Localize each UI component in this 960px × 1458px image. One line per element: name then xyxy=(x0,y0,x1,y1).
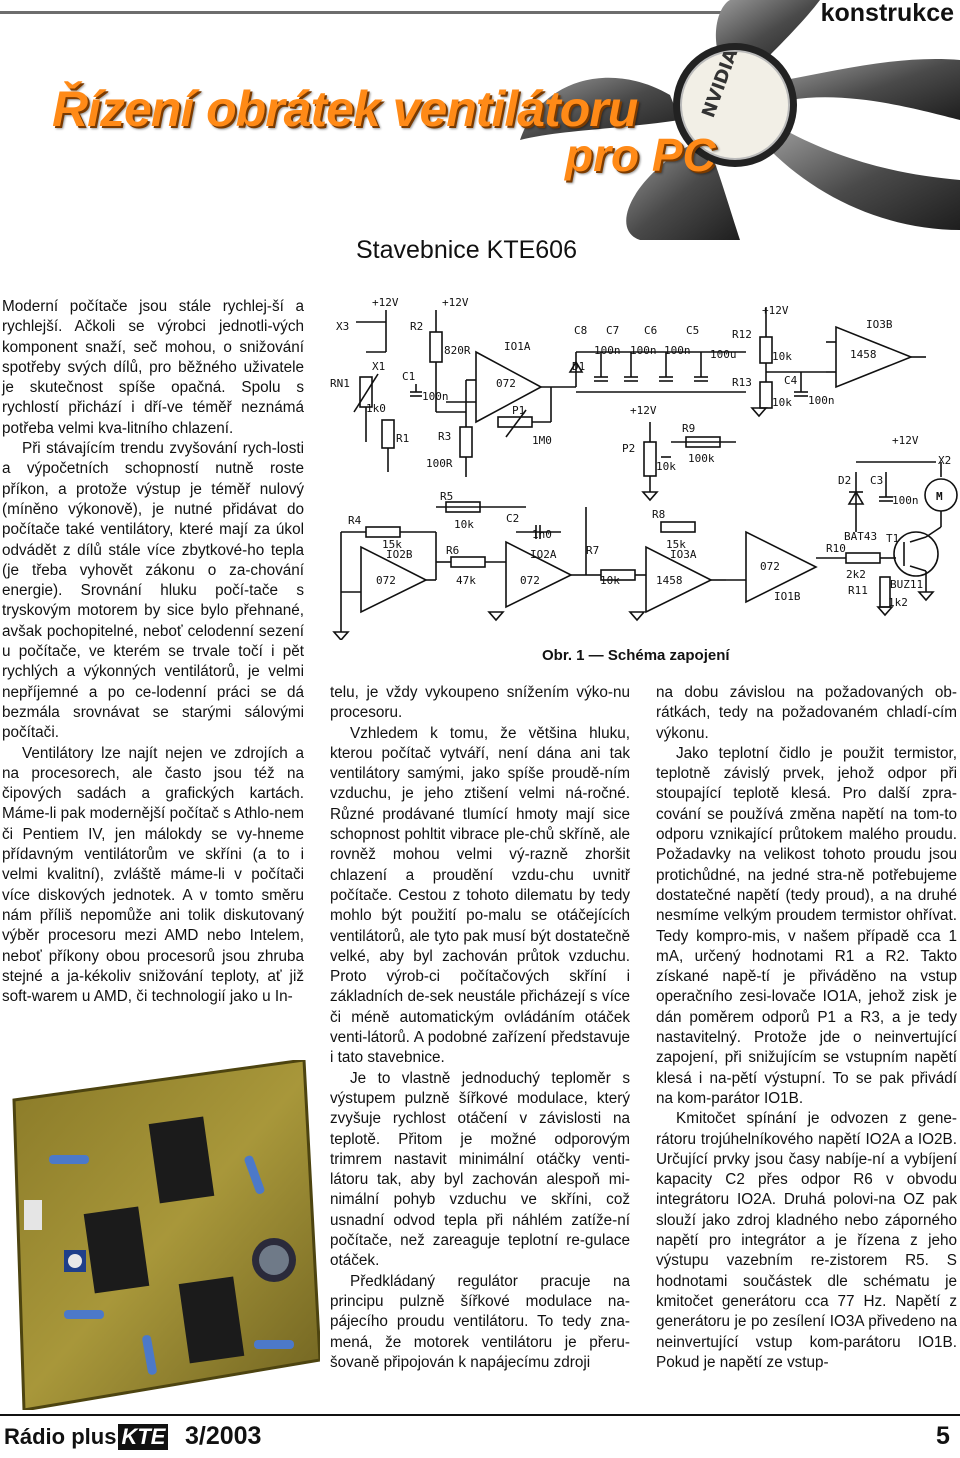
label-r1-value: 1k0 xyxy=(366,402,386,415)
label-c6-value: 100n xyxy=(664,344,691,357)
label-supply-motor: +12V xyxy=(892,434,919,447)
label-r3: R3 xyxy=(438,430,452,443)
label-c4: C4 xyxy=(784,374,798,387)
label-io1b: IO1B xyxy=(774,590,801,603)
label-c6: C6 xyxy=(644,324,658,337)
magazine-title: Rádio plus xyxy=(4,1424,117,1449)
label-t1: T1 xyxy=(886,532,900,545)
label-io3b: IO3B xyxy=(866,318,893,331)
issue-number: 3/2003 xyxy=(185,1422,262,1450)
label-r4-value: 15k xyxy=(382,538,402,551)
label-x1: X1 xyxy=(372,360,386,373)
label-io3a: IO3A xyxy=(670,548,697,561)
label-op-072-c: 072 xyxy=(520,574,540,587)
circuit-schematic xyxy=(326,292,960,640)
label-op-1458-b: 1458 xyxy=(656,574,683,587)
label-r2: R2 xyxy=(410,320,424,333)
label-op-072-a: 072 xyxy=(496,377,516,390)
label-r11: R11 xyxy=(848,584,868,597)
label-c5: C5 xyxy=(686,324,700,337)
label-io2b: IO2B xyxy=(386,548,413,561)
paragraph: Jako teplotní čidlo je použit termistor, teplotně závislý prvek, jehož odpor při stoupající teplotě klesá. Pro další zpra-cování se používá změna napětí na tom-to odporu vznikající průtokem malého proudu. Požadavky na velikost tohoto proudu jsou protichůdné, na jedné stra-ně potřebujeme dostatečné napětí (tedy proud), a na druhé nesmíme velkým proudem termistor ohřívat. Tedy kompro-mis, v našem případě cca 1 mA, určený hodnotami R1 a R2. Takto získané napě-tí je přiváděno na vstup operačního zesi-lovače IO1A, jehož zisk je dán poměrem odporů P1 a R3, a je tedy nastavitelný. Protože jde o neinvertující zapojení, při snižujícím se vstupním napětí klesá i na-pětí výstupní. To se pak přivádí na kom-parátor IO1B. xyxy=(656,744,957,1107)
label-r5-value: 10k xyxy=(454,518,474,531)
label-p1-value: 1M0 xyxy=(532,434,552,447)
label-r3-value: 100R xyxy=(426,457,453,470)
label-c2: C2 xyxy=(506,512,520,525)
paragraph: Při stávajícím trendu zvyšování rych-losti a výpočetních schopností nutně roste příkon, a protože výstup je téměř nulový (míněno výkonově), je nutné přidávat do počítače také ventilátory, které mají za úkol odvádět z dílů stále více zbytkové-ho tepla (je třeba vyhovět zákonu o za-chování energie). Srovnání hluku počí-tače s tryskovým motorem by sice bylo přehnané, avšak pochopitelné, neboť celodenní sezení u počítače, ve kterém se trvale točí i pět rychlých a výkonných ventilátorů, je velmi nepříjemné a po ce-lodenní práci se dá bezmála srovnávat se starými sálovými počítači. xyxy=(2,440,304,742)
label-r7: R7 xyxy=(586,544,600,557)
label-c5-value: 100u xyxy=(710,348,737,361)
label-p2: P2 xyxy=(622,442,636,455)
label-r6: R6 xyxy=(446,544,460,557)
motor-symbol: M xyxy=(936,490,943,503)
label-c7-value: 100n xyxy=(630,344,657,357)
label-bat43: BAT43 xyxy=(844,530,878,543)
pcb-board-photo xyxy=(4,1060,320,1410)
label-r8-value: 15k xyxy=(666,538,686,551)
label-buz11: BUZ11 xyxy=(890,578,924,591)
article-title: Řízení obrátek ventilátoru xyxy=(52,81,638,137)
footer-rule xyxy=(0,1414,960,1416)
label-c2-value: 1n0 xyxy=(532,528,552,541)
paragraph: Předkládaný regulátor pracuje na principu pulzně šířkové modulace na-pájecího proudu ventilátoru. To tedy zna-mená, že motorek ventilátoru je přeru-šovaně připojován k napájecímu zdroji xyxy=(330,1272,630,1371)
kte-logo: KTE xyxy=(118,1424,168,1450)
label-r4: R4 xyxy=(348,514,362,527)
paragraph: Moderní počítače jsou stále rychlej-ší a rychlejší. Ačkoli se výrobci jednotli-vých komponent snaží, seč mohou, o snižování spotřeby svých dílů, pro běžného uživatele je skutečnost spíše opačná. Spolu s rychlostí přichází i dří-ve téměř neznámá potřeba velmi kva-litního chlazení. xyxy=(2,298,304,437)
label-c1-value: 100n xyxy=(422,390,449,403)
paragraph: telu, je vždy vykoupeno snížením výko-nu procesoru. xyxy=(330,684,630,722)
label-c3: C3 xyxy=(870,474,884,487)
paragraph: Je to vlastně jednoduchý teploměr s výstupem pulzně šířkové modulace, který zvyšuje rychlost otáčení v závislosti na teplotě. Přitom je možné odporovým trimrem nastavit minimální otáčky venti-látoru tak, aby byl zachován alespoň mi-nimální pohyb vzduchu ve skříni, což usnadní odvod tepla při náhlém zatíže-ní počítače, než zareaguje teplotní re-gulace otáček. xyxy=(330,1069,630,1270)
text-column-2 xyxy=(330,683,630,1373)
label-c4-value: 100n xyxy=(808,394,835,407)
label-r5: R5 xyxy=(440,490,454,503)
label-r13: R13 xyxy=(732,376,752,389)
label-op-1458-a: 1458 xyxy=(850,348,877,361)
label-r9-value: 100k xyxy=(688,452,715,465)
label-p2-value: 10k xyxy=(656,460,676,473)
label-op-072-d: 072 xyxy=(760,560,780,573)
label-r13-value: 10k xyxy=(772,396,792,409)
label-r10-value: 2k2 xyxy=(846,568,866,581)
label-c1: C1 xyxy=(402,370,416,383)
label-d1: D1 xyxy=(572,360,586,373)
paragraph: na dobu závislou na požadovaných ob-rátkách, tedy na požadovaném chladí-cím výkonu. xyxy=(656,684,957,742)
svg-text:NVIDIA: NVIDIA xyxy=(698,46,743,121)
kit-name: Stavebnice KTE606 xyxy=(356,236,577,264)
label-supply-io3b: +12V xyxy=(762,304,789,317)
label-r12: R12 xyxy=(732,328,752,341)
label-r12-value: 10k xyxy=(772,350,792,363)
label-r10: R10 xyxy=(826,542,846,555)
text-column-1 xyxy=(2,297,304,1007)
text-column-3 xyxy=(656,683,957,1373)
label-p1: P1 xyxy=(512,404,526,417)
label-supply-x3: +12V xyxy=(372,296,399,309)
label-c8: C8 xyxy=(574,324,588,337)
paragraph: Ventilátory lze najít nejen ve zdrojích a na procesorech, ale často jsou též na čipových sadách a grafických kartách. Máme-li pak modernější počítač s Athlo-nem či Pentiem IV, jen málokdy se vy-hneme přídavným ventilátorům ve skříni (a to i velmi kvalitní), zvláště máme-li v počítači více diskových jednotek. A v tomto směru nám příliš nepomůže ani tolik diskutovaný výběr procesoru mezi AMD nebo Intelem, neboť příkony obou procesorů jsou zhruba stejné a ja-kékoliv snižování teploty, ať již soft-warem u AMD, či technologií jako u In- xyxy=(2,744,304,1006)
paragraph: Vzhledem k tomu, že většina hluku, kterou počítač vytváří, není dána ani tak ventilátory samými, jako spíše proudě-ním vzduchu, je jeho ztišení velmi ná-ročné. Různé prodávané tlumící hmoty mají sice schopnost pohltit vibrace ple-chů skříně, ale rovněž mohou velmi vý-razně zhoršit chlazení a proudění vzdu-chu uvnitř počítače. Cestou z tohoto dilematu by tedy mohlo být použití po-malu se otáčejících ventilátorů, ale tyto pak musí být dostatečně velké, aby byl zachován průtok vzduchu. Proto výrob-ci počítačových skříní i základních de-sek neustále přicházejí s více či méně automatickým ovládáním otáček venti-látorů. A podobné zařízení představuje i tato stavebnice. xyxy=(330,724,630,1067)
figure-caption: Obr. 1 — Schéma zapojení xyxy=(542,647,730,664)
label-r1: R1 xyxy=(396,432,410,445)
paragraph: Kmitočet spínání je odvozen z gene-rátoru trojúhelníkového napětí IO2A a IO2B. Určující prvky jsou časy nabíje-ní a vybíjení kapacity C2 přes odpor R6 v obvodu integrátoru IO2A. Druhá polovi-na OZ pak slouží jako zdroj kladného nebo záporného napětí pro integrátor a je řízena z jeho výstupu vazebním re-zistorem R5. S hodnotami součástek dle schématu je kmitočet generátoru cca 77 Hz. Napětí z generátoru je po zesílení IO3A přivedeno na neinvertující vstup kom-parátoru IO1B. Pokud je napětí ze vstup- xyxy=(656,1110,957,1371)
label-supply-r2: +12V xyxy=(442,296,469,309)
label-io2a: IO2A xyxy=(530,548,557,561)
label-r6-value: 47k xyxy=(456,574,476,587)
label-x3: X3 xyxy=(336,320,350,333)
label-rn1: RN1 xyxy=(330,377,350,390)
label-r7-value: 10k xyxy=(600,574,620,587)
page-number: 5 xyxy=(936,1422,950,1450)
article-title-sub: pro PC xyxy=(565,129,716,181)
label-supply-p2: +12V xyxy=(630,404,657,417)
label-io1a: IO1A xyxy=(504,340,531,353)
label-d2: D2 xyxy=(838,474,852,487)
label-r8: R8 xyxy=(652,508,666,521)
magazine-name xyxy=(4,1424,168,1450)
label-c8-value: 100n xyxy=(594,344,621,357)
label-r9: R9 xyxy=(682,422,696,435)
label-op-072-b: 072 xyxy=(376,574,396,587)
label-c7: C7 xyxy=(606,324,620,337)
label-x2: X2 xyxy=(938,454,952,467)
label-r11-value: 1k2 xyxy=(888,596,908,609)
label-r2-value: 820R xyxy=(444,344,471,357)
label-c3-value: 100n xyxy=(892,494,919,507)
section-title: konstrukce xyxy=(807,0,960,26)
